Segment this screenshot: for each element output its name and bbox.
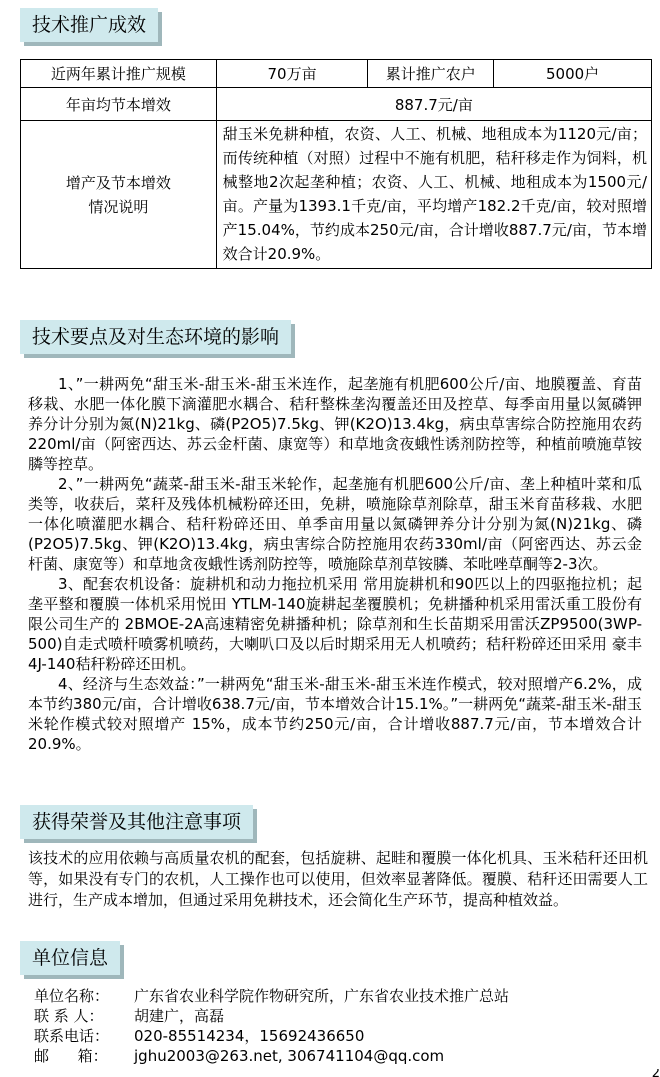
paragraph: 2、”一耕两免“蔬菜-甜玉米-甜玉米轮作，起垄施有机肥600公斤/亩、垄上种植叶菜和瓜类等，收获后，菜秆及残体机械粉碎还田，免耕，喷施除草剂除草，甜玉米育苗移栽、水肥一体化喷灌肥水耦合、秸秆粉碎还田、单季亩用量以氮磷钾养分计分别为氮(N)21kg、磷(P2O5)7.5kg、钾(K2O)13.4kg，病虫害综合防控施用农药330ml/亩（阿密西达、苏云金杆菌、康宽等）和草地贪夜蛾性诱剂防控等，喷施除草剂草铵膦、苯吡唑草酮等2-3次。 — [28, 475, 642, 573]
contact-person-label: 联 系 人： — [34, 1007, 104, 1025]
table-cell-label — [21, 121, 217, 269]
table-cell-description: 甜玉米免耕种植，农资、人工、机械、地租成本为1120元/亩；而传统种植（对照）过程中不施有机肥，秸秆移走作为饲料，机械整地2次起垄种植；农资、人工、机械、地租成本为1500元/亩。产量为1393.1千克/亩，平均增产182.2千克/亩，较对照增产15.04%，节约成本250元/亩，合计增收887.7元/亩，节本增效合计20.9%。 — [216, 121, 651, 269]
page-number: 2 — [651, 1069, 660, 1077]
unit-name-label: 单位名称： — [34, 987, 110, 1005]
email-value[interactable]: jghu2003@263.net, 306741104@qq.com — [134, 1047, 445, 1065]
table-cell-value: 70万亩 — [216, 60, 368, 88]
label-line: 增产及节本增效 — [65, 173, 171, 192]
label-line: 情况说明 — [88, 197, 149, 216]
table-cell-label: 累计推广农户 — [368, 60, 494, 88]
technical-points-body — [28, 374, 642, 754]
paragraph: 3、配套农机设备：旋耕机和动力拖拉机采用 常用旋耕机和90匹以上的四驱拖拉机；起垄平整和覆膜一体机采用悦田 YTLM-140旋耕起垄覆膜机；免耕播种机采用雷沃重工股份有限公司生产的 2BMOE-2A高速精密免耕播种机；除草剂和生长苗期采用雷沃ZP9500(3WP-500)自走式喷杆喷雾机喷药，大喇叭口及以后时期采用无人机喷药；秸秆粉碎还田采用 豪丰4J-140秸秆粉碎还田机。 — [28, 575, 642, 673]
phone-label: 联系电话： — [34, 1027, 110, 1045]
unit-info-block — [34, 986, 509, 1066]
promotion-results-table — [20, 59, 652, 269]
email-row — [34, 1046, 509, 1066]
paragraph: 1、”一耕两免“甜玉米-甜玉米-甜玉米连作，起垄施有机肥600公斤/亩、地膜覆盖、育苗移栽、水肥一体化膜下滴灌肥水耦合、秸秆整株垄沟覆盖还田及控草、每季亩用量以氮磷钾养分计分别为氮(N)21kg、磷(P2O5)7.5kg、钾(K2O)13.4kg，病虫草害综合防控施用农药220ml/亩（阿密西达、苏云金杆菌、康宽等）和草地贪夜蛾性诱剂防控等，种植前喷施草铵膦等控草。 — [28, 375, 642, 473]
phone-value: 020-85514234，15692436650 — [134, 1027, 365, 1045]
table-cell-value: 887.7元/亩 — [216, 88, 651, 121]
unit-name-row — [34, 986, 509, 1006]
section-title-promotion-results: 技术推广成效 — [20, 8, 158, 42]
section-title-unit-info: 单位信息 — [20, 941, 120, 975]
table-row — [21, 88, 652, 121]
section-title-honors-notes: 获得荣誉及其他注意事项 — [20, 805, 253, 839]
contact-person-row — [34, 1006, 509, 1026]
honors-notes-body: 该技术的应用依赖与高质量农机的配套，包括旋耕、起畦和覆膜一体化机具、玉米秸秆还田机等，如果没有专门的农机，人工操作也可以使用，但效率显著降低。覆膜、秸秆还田需要人工进行，生产成本增加，但通过采用免耕技术，还会简化生产环节，提高种植效益。 — [28, 849, 648, 909]
unit-name-value: 广东省农业科学院作物研究所，广东省农业技术推广总站 — [134, 987, 510, 1005]
phone-row — [34, 1026, 509, 1046]
section-title-technical-points: 技术要点及对生态环境的影响 — [20, 320, 291, 354]
paragraph: 4、经济与生态效益：”一耕两免“甜玉米-甜玉米-甜玉米连作模式，较对照增产6.2%，成本节约380元/亩，合计增收638.7元/亩，节本增效合计15.1%。”一耕两免“蔬菜-甜玉米-甜玉米轮作模式较对照增产 15%，成本节约250元/亩，合计增收887.7元/亩，节本增效合计20.9%。 — [28, 675, 642, 753]
contact-person-value: 胡建广，高磊 — [134, 1007, 225, 1025]
table-cell-label: 年亩均节本增效 — [21, 88, 217, 121]
table-cell-value: 5000户 — [494, 60, 652, 88]
email-label: 邮 箱： — [34, 1047, 108, 1065]
table-row — [21, 121, 652, 269]
table-cell-label: 近两年累计推广规模 — [21, 60, 217, 88]
table-row — [21, 60, 652, 88]
